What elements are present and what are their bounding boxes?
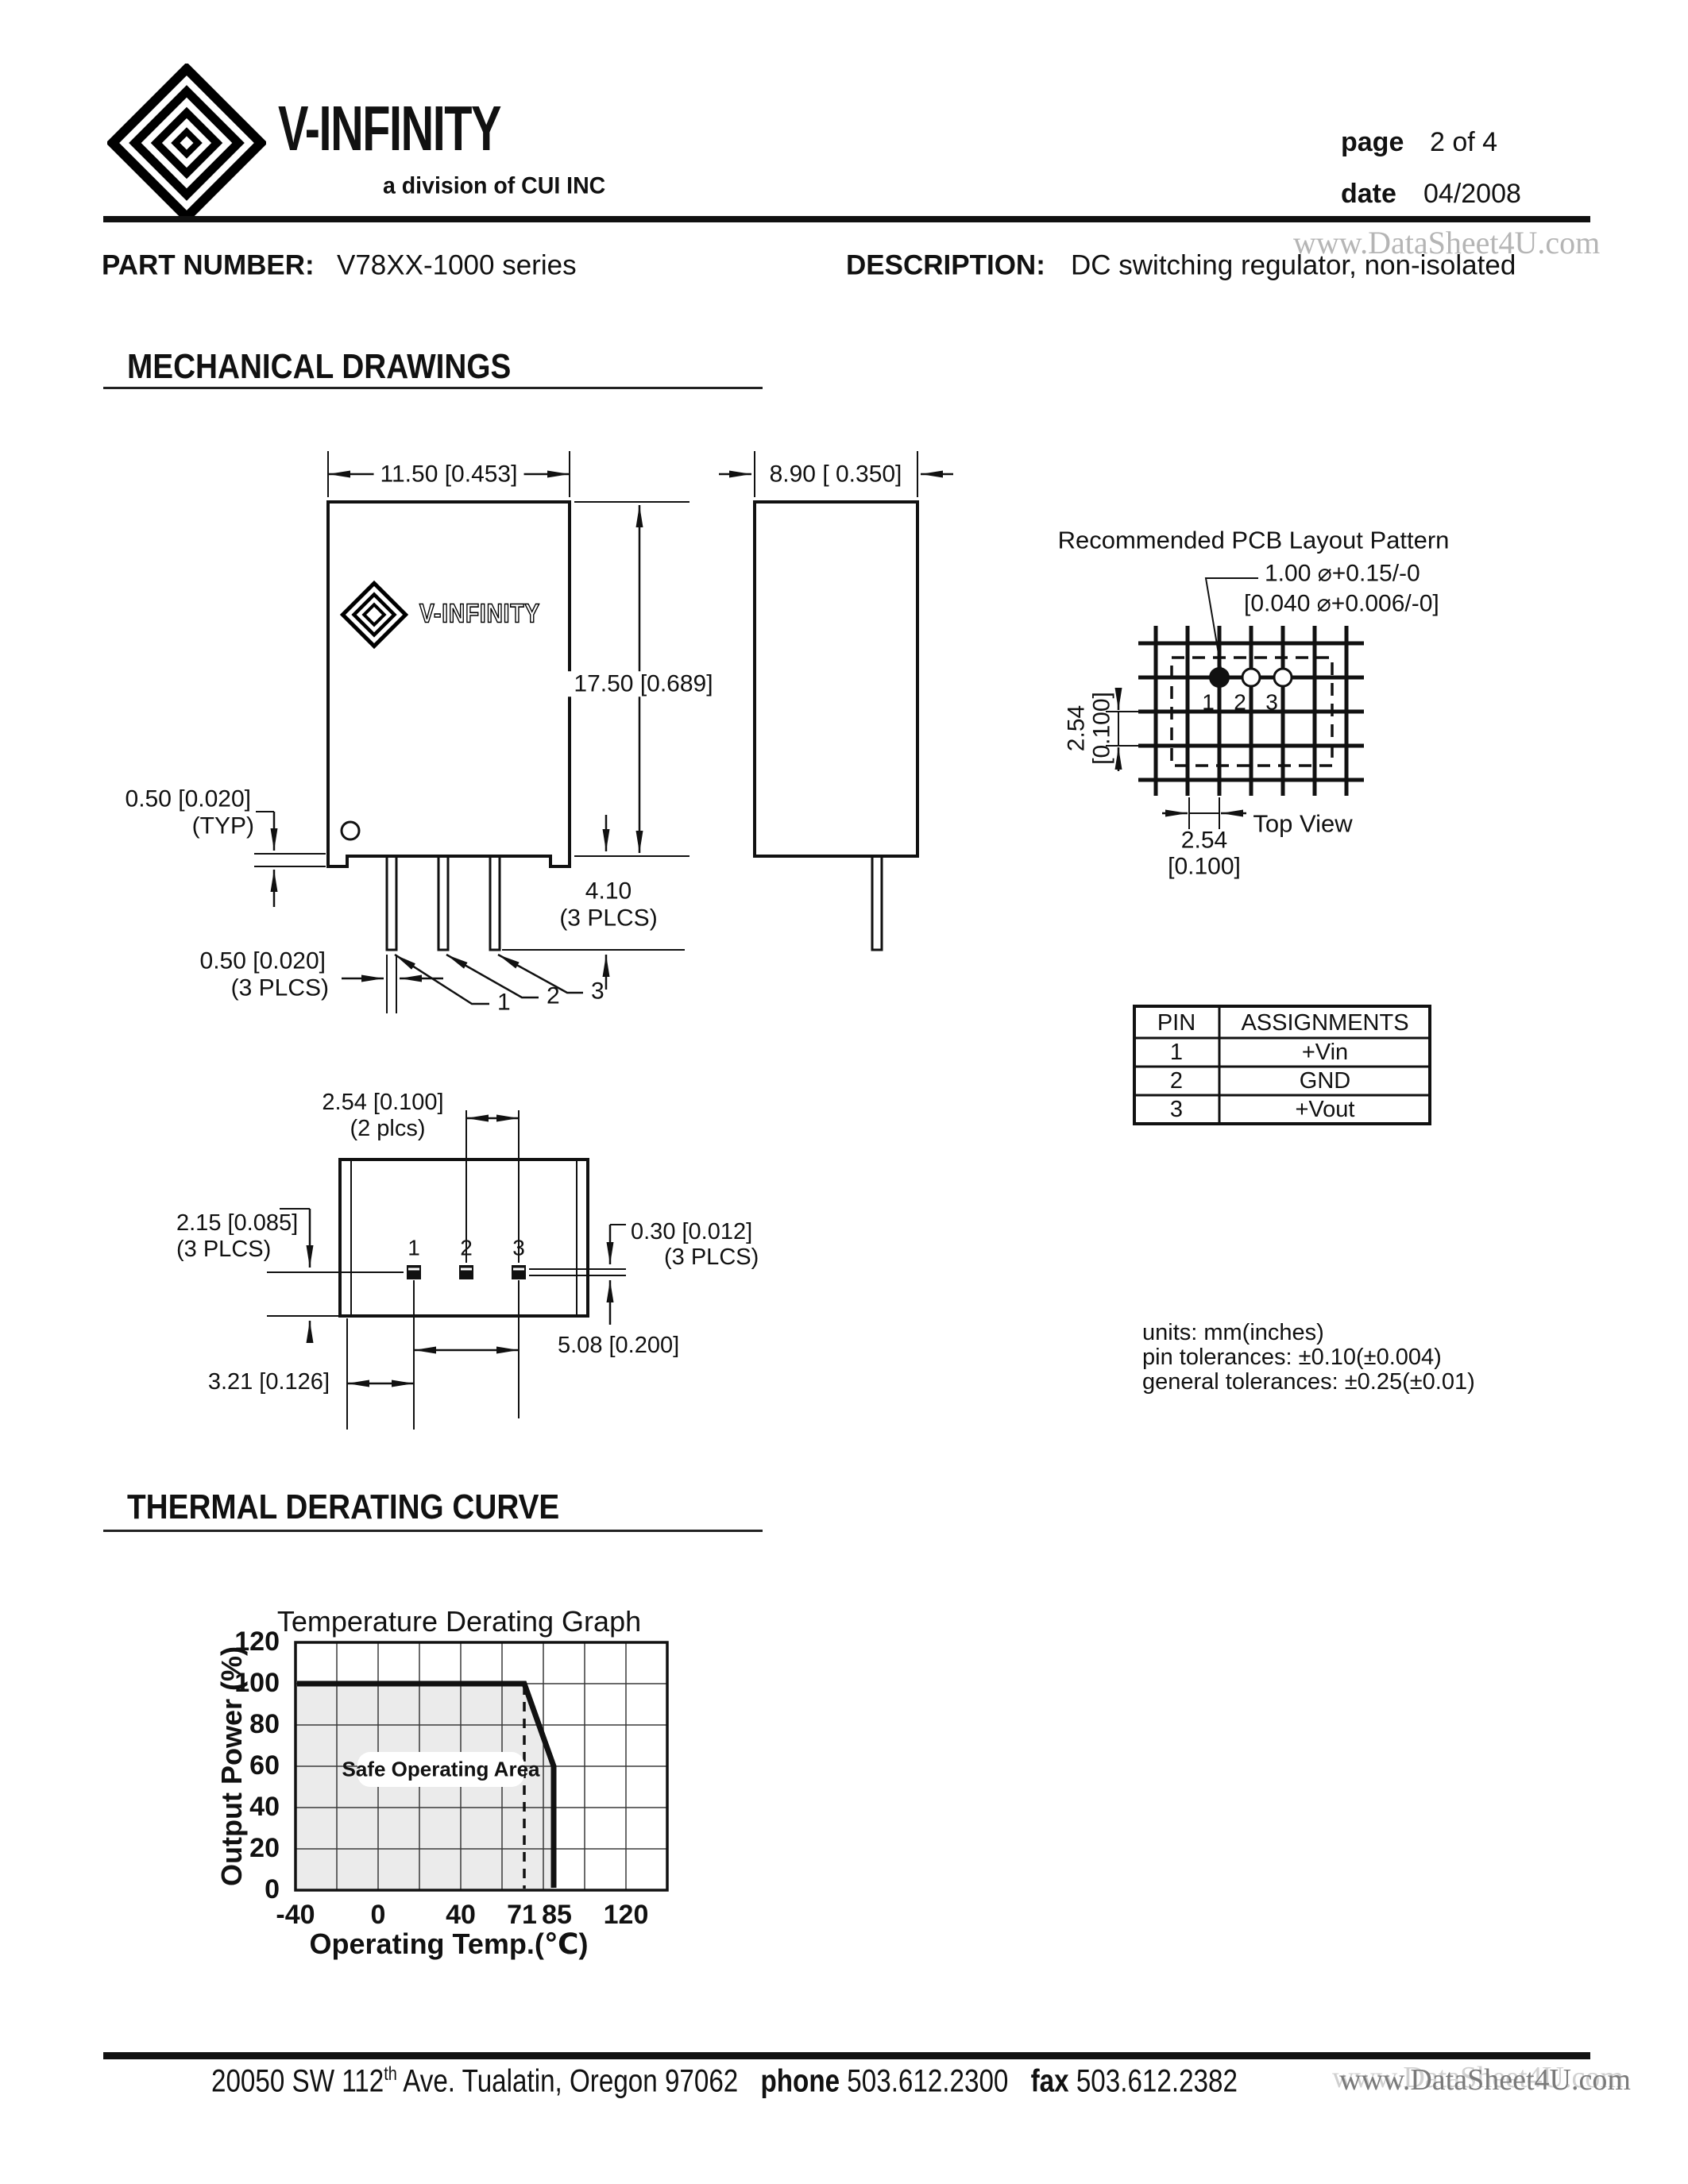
ytick: 40 xyxy=(249,1792,280,1823)
package-side-outline xyxy=(755,502,917,856)
dim-front-width: 11.50 [0.453] xyxy=(374,461,524,487)
dim-pad-span: 5.08 [0.200] xyxy=(558,1332,680,1358)
pin-table-cell: 2 xyxy=(1169,1067,1184,1094)
ytick: 20 xyxy=(249,1833,280,1864)
description-value: DC switching regulator, non-isolated xyxy=(1071,249,1516,281)
pin1-indicator-circle xyxy=(342,822,359,839)
pcb-pad-label-1: 1 xyxy=(1202,689,1215,715)
chart-title: Temperature Derating Graph xyxy=(276,1605,642,1638)
footer-contact-line xyxy=(211,2063,1238,2099)
xtick: 40 xyxy=(446,1900,476,1931)
part-number-value: V78XX-1000 series xyxy=(337,249,577,281)
dim-pcb-pitch-v-mm: 2.54 xyxy=(1063,704,1090,752)
dim-pin-width: 0.50 [0.020] xyxy=(199,947,326,974)
xtick: 85 xyxy=(542,1900,572,1931)
ytick: 80 xyxy=(249,1709,280,1740)
pad-1-filled xyxy=(1209,667,1230,688)
pin-table-cell: +Vout xyxy=(1295,1096,1355,1122)
pad-1 xyxy=(407,1265,421,1279)
dim-pad-edge: 3.21 [0.126] xyxy=(207,1368,330,1395)
xtick: 120 xyxy=(603,1900,649,1931)
pcb-pad-label-3: 3 xyxy=(1265,689,1278,715)
footer-fax-value: 503.612.2382 xyxy=(1076,2063,1238,2099)
pin-lead xyxy=(438,856,448,950)
note-units: units: mm(inches) xyxy=(1142,1319,1324,1345)
dim-standoff-note: (TYP) xyxy=(191,812,254,839)
footer-address-sup: th xyxy=(384,2063,397,2085)
pin-table-header-pin: PIN xyxy=(1157,1009,1196,1036)
bottom-pin-label-1: 1 xyxy=(408,1235,420,1260)
pad-3-hole xyxy=(1274,669,1292,686)
dim-pin-length-note: (3 PLCS) xyxy=(559,905,658,932)
ytick: 60 xyxy=(249,1750,280,1781)
pcb-top-view-label: Top View xyxy=(1253,809,1353,838)
xtick: 71 xyxy=(507,1900,537,1931)
page-label: page xyxy=(1341,127,1404,158)
dim-front-height: 17.50 [0.689] xyxy=(567,671,719,696)
watermark-bottom: www.DataSheet4U.com xyxy=(1339,2063,1631,2097)
package-logo-text: V-INFINITY xyxy=(419,598,540,628)
pin-lead xyxy=(387,856,396,950)
dim-pcb-pitch-h-mm: 2.54 xyxy=(1180,827,1228,854)
bottom-pin-label-3: 3 xyxy=(512,1235,525,1260)
section-underline xyxy=(103,387,763,389)
pin-lead-side xyxy=(872,856,882,950)
dim-pin-width-note: (3 PLCS) xyxy=(230,974,329,1001)
date-label: date xyxy=(1341,179,1396,210)
pad-3 xyxy=(512,1265,526,1279)
pin-table-cell: GND xyxy=(1299,1067,1351,1094)
pad-2-hole xyxy=(1242,669,1260,686)
note-general-tolerances: general tolerances: ±0.25(±0.01) xyxy=(1142,1368,1475,1395)
footer-phone-value: 503.612.2300 xyxy=(847,2063,1009,2099)
pad-2 xyxy=(459,1265,473,1279)
front-pin-label-1: 1 xyxy=(497,989,511,1016)
pin-table-cell: +Vin xyxy=(1301,1039,1349,1065)
dim-pcb-pitch-h-in: [0.100] xyxy=(1168,853,1241,880)
pin-lead xyxy=(490,856,500,950)
dim-pad-thickness: 0.30 [0.012] xyxy=(631,1218,753,1244)
dim-bottom-pitch: 2.54 [0.100] xyxy=(322,1089,444,1115)
header-rule xyxy=(103,216,1590,222)
dim-bottom-offset-note: (3 PLCS) xyxy=(176,1236,272,1262)
footer-fax-label: fax xyxy=(1030,2063,1069,2099)
dim-pcb-pitch-vertical xyxy=(1064,692,1114,765)
brand-logo-text: V-INFINITY xyxy=(278,93,501,164)
front-pin-label-2: 2 xyxy=(547,982,560,1009)
ytick: 120 xyxy=(234,1626,280,1657)
footer-phone-label: phone xyxy=(760,2063,840,2099)
page-value: 2 of 4 xyxy=(1430,127,1498,158)
bottom-pin-label-2: 2 xyxy=(460,1235,473,1260)
dim-pin-length: 4.10 xyxy=(585,878,632,905)
pcb-layout-title: Recommended PCB Layout Pattern xyxy=(1057,526,1450,554)
part-number-label: PART NUMBER: xyxy=(102,249,315,281)
watermark-top: www.DataSheet4U.com xyxy=(1293,225,1601,260)
dim-hole-in: [0.040 ⌀+0.006/-0] xyxy=(1244,590,1439,617)
pin-table-header-assignments: ASSIGNMENTS xyxy=(1241,1009,1409,1036)
xtick: -40 xyxy=(276,1900,315,1931)
footer-address: 20050 SW 112 xyxy=(211,2063,384,2099)
dim-pcb-pitch-v-in: [0.100] xyxy=(1088,692,1114,765)
note-pin-tolerances: pin tolerances: ±0.10(±0.004) xyxy=(1142,1344,1442,1370)
ytick: 0 xyxy=(265,1874,280,1905)
footer-address-rest: Ave. Tualatin, Oregon 97062 xyxy=(396,2063,739,2099)
section-heading-thermal: THERMAL DERATING CURVE xyxy=(127,1487,560,1526)
ytick: 100 xyxy=(234,1668,280,1699)
brand-logo-subtitle: a division of CUI INC xyxy=(383,172,606,199)
package-outline xyxy=(328,502,570,866)
dim-bottom-pitch-note: (2 plcs) xyxy=(350,1115,426,1141)
pcb-pad-label-2: 2 xyxy=(1234,689,1246,715)
v-infinity-logo-icon xyxy=(107,64,266,222)
xtick: 0 xyxy=(370,1900,386,1931)
front-pin-label-3: 3 xyxy=(591,978,605,1005)
chart-ylabel: Output Power (%) xyxy=(215,1646,249,1886)
section-underline xyxy=(103,1530,763,1532)
pin-table-cell: 3 xyxy=(1169,1096,1184,1122)
dim-bottom-offset: 2.15 [0.085] xyxy=(176,1210,299,1236)
dim-hole-mm: 1.00 ⌀+0.15/-0 xyxy=(1265,560,1420,587)
footer-rule xyxy=(103,2052,1590,2059)
date-value: 04/2008 xyxy=(1423,179,1521,210)
dim-pad-thickness-note: (3 PLCS) xyxy=(664,1244,759,1270)
section-heading-mechanical: MECHANICAL DRAWINGS xyxy=(127,346,512,386)
dim-standoff: 0.50 [0.020] xyxy=(125,785,251,812)
chart-safe-area-label: Safe Operating Area xyxy=(342,1757,540,1781)
pin-table-cell: 1 xyxy=(1169,1039,1184,1065)
chart-xlabel: Operating Temp.(℃) xyxy=(309,1927,589,1961)
side-view-drawing xyxy=(719,451,953,950)
package-logo-icon xyxy=(338,578,411,651)
dim-side-width: 8.90 [ 0.350] xyxy=(763,461,909,487)
description-label: DESCRIPTION: xyxy=(846,249,1045,281)
